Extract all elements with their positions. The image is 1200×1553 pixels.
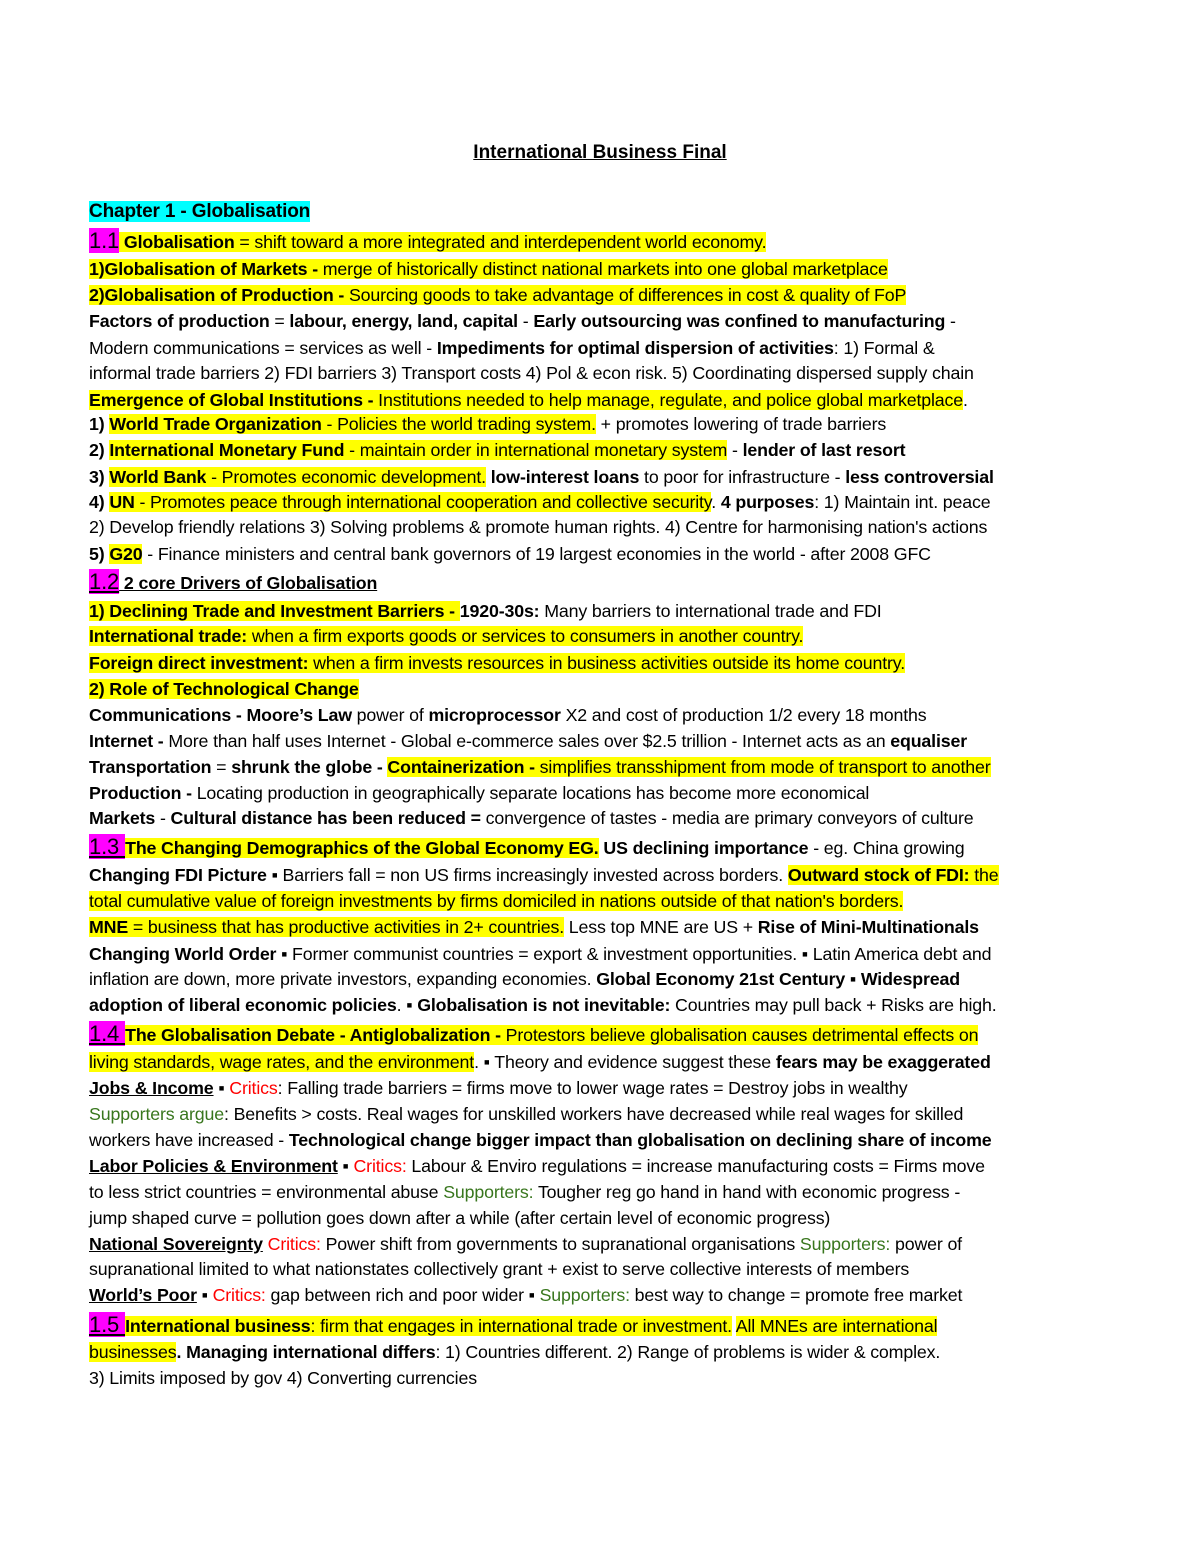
text-line [89, 968, 960, 990]
text-segment: Emergence of Global Institutions - [89, 390, 379, 410]
text-line [89, 571, 377, 594]
text-segment: MNE [89, 917, 129, 937]
text-segment: merge of historically distinct national markets into one global marketplace [322, 259, 888, 279]
text-line [89, 439, 905, 461]
text-segment: . [396, 995, 407, 1015]
text-segment: Locating production in geographically separate locations has become more economical [191, 783, 870, 803]
text-line [89, 1181, 960, 1203]
text-segment: X2 and cost of production 1/2 every 18 months [560, 705, 927, 725]
text-segment: microprocessor [428, 705, 561, 725]
text-segment: to poor for infrastructure - [639, 467, 846, 487]
text-line [89, 600, 882, 622]
text-segment: = shift toward a more integrated and interdependent world economy. [234, 232, 767, 252]
text-segment: Supporters: [443, 1182, 534, 1202]
text-segment: Critics: [267, 1234, 321, 1254]
text-line [89, 337, 935, 359]
text-segment: World Bank [109, 467, 207, 487]
text-segment: National Sovereignty [89, 1234, 263, 1254]
text-segment: Impediments for optimal dispersion of activities [436, 338, 834, 358]
text-segment: adoption of liberal economic policies [89, 995, 397, 1015]
text-segment: - [155, 808, 171, 828]
text-segment: 4) [89, 492, 110, 512]
text-segment: International business [125, 1316, 311, 1336]
text-segment: . [711, 492, 721, 512]
text-line [89, 652, 905, 674]
document-title: International Business Final [473, 142, 727, 163]
text-segment: 2) [89, 440, 110, 460]
text-segment: informal trade barriers 2) FDI barriers 3) Transport costs 4) Pol & econ risk. 5) Coordinating dispersed supply chain [89, 363, 974, 383]
text-segment: Supporters: [539, 1285, 630, 1305]
text-segment: less controversial [845, 467, 994, 487]
text-segment: International Monetary Fund [109, 440, 345, 460]
text-segment: 1.2 [89, 569, 120, 594]
text-segment: power of [351, 705, 429, 725]
text-segment: 2)Globalisation of Production - [89, 285, 349, 305]
text-segment: : 1) Countries different. 2) Range of problems is wider & complex. [435, 1342, 941, 1362]
text-segment: 3) [89, 467, 110, 487]
text-segment: fears may be exaggerated [775, 1052, 991, 1072]
text-segment: . [176, 1342, 187, 1362]
text-segment: - maintain order in international monetary system [344, 440, 728, 460]
text-segment: + promotes lowering of trade barriers [595, 414, 887, 434]
text-line [89, 730, 967, 752]
text-segment: when a firm invests resources in business activities outside its home country. [308, 653, 905, 673]
text-segment: - [945, 311, 956, 331]
text-segment: labour, energy, land, capital [289, 311, 518, 331]
text-segment: equaliser [890, 731, 967, 751]
text-segment: businesses [89, 1342, 177, 1362]
text-segment: workers have increased - [89, 1130, 289, 1150]
text-segment: : Benefits > costs. Real wages for unskilled workers have decreased while real wages for skilled [224, 1104, 964, 1124]
text-segment: 5) [89, 544, 110, 564]
text-line [89, 543, 931, 565]
text-line [89, 1233, 962, 1255]
text-segment: power of [890, 1234, 962, 1254]
text-segment: Labor Policies & Environment [89, 1156, 338, 1176]
text-segment: Many barriers to international trade and FDI [539, 601, 882, 621]
text-segment: Global Economy 21st Century ▪ Widespread [596, 969, 960, 989]
text-line [89, 1077, 908, 1099]
text-segment: More than half uses Internet - Global e-commerce sales over $2.5 trillion - Internet acts as an [163, 731, 891, 751]
text-segment: Institutions needed to help manage, regulate, and police global marketplace [378, 390, 963, 410]
text-segment: Changing World Order [89, 944, 277, 964]
text-line [89, 1051, 991, 1073]
text-segment: - Promotes peace through international cooperation and collective security [134, 492, 712, 512]
text-segment: total cumulative value of foreign investments by firms domiciled in nations outside of that nation's borders. [89, 891, 904, 911]
text-segment: : 1) Maintain int. peace [814, 492, 991, 512]
text-segment: Technological change bigger impact than globalisation on declining share of income [288, 1130, 992, 1150]
text-line [89, 836, 965, 859]
text-line [89, 258, 888, 280]
text-segment: Communications - Moore’s Law [89, 705, 352, 725]
text-segment: Critics [229, 1078, 278, 1098]
text-segment: gap between rich and poor wider ▪ [265, 1285, 540, 1305]
text-segment: US declining importance [598, 838, 809, 858]
text-segment: ▪ [337, 1156, 354, 1176]
text-segment: Factors of production [89, 311, 270, 331]
text-line [89, 1155, 985, 1177]
text-segment: the [969, 865, 999, 885]
text-segment: Chapter 1 - Globalisation [89, 201, 311, 222]
text-segment: - eg. China growing [808, 838, 965, 858]
text-segment: best way to change = promote free market [629, 1285, 963, 1305]
text-segment: supranational limited to what nationstates collectively grant + exist to serve collective interests of members [89, 1259, 910, 1279]
text-line [89, 625, 803, 647]
text-segment: 1.3 [89, 834, 126, 859]
text-segment: Less top MNE are US + [564, 917, 758, 937]
text-segment: Early outsourcing was confined to manufacturing [533, 311, 946, 331]
text-line [89, 943, 991, 965]
text-segment: World Trade Organization [109, 414, 322, 434]
text-segment: ▪ [196, 1285, 213, 1305]
text-line [89, 890, 903, 912]
text-segment: World’s Poor [89, 1285, 197, 1305]
text-segment: Containerization - [387, 757, 540, 777]
text-line [89, 362, 974, 384]
text-segment: - Finance ministers and central bank governors of 19 largest economies in the world - after 2008 GFC [142, 544, 931, 564]
text-line [89, 1023, 978, 1046]
text-segment: = business that has productive activities in 2+ countries. [128, 917, 565, 937]
text-segment: 1920-30s: [459, 601, 540, 621]
text-line [89, 466, 994, 488]
text-segment: Tougher reg go hand in hand with economic progress - [533, 1182, 961, 1202]
text-segment: Supporters: [799, 1234, 891, 1254]
text-segment: 1.1 [89, 228, 120, 253]
text-segment: Rise of Mini-Multinationals [757, 917, 979, 937]
text-segment: Production - [89, 783, 192, 803]
text-segment: Cultural distance has been reduced = [170, 808, 481, 828]
text-segment: Changing FDI Picture [89, 865, 267, 885]
text-segment: ▪ [213, 1078, 230, 1098]
text-segment: 2) Develop friendly relations 3) Solving problems & promote human rights. 4) Centre for harmonising nation's actions [89, 517, 988, 537]
text-line [89, 284, 906, 306]
text-line [89, 200, 310, 223]
text-segment: living standards, wage rates, and the environment [89, 1052, 475, 1072]
text-segment: Internet - [89, 731, 164, 751]
text-line [89, 864, 999, 886]
text-segment: Critics: [353, 1156, 407, 1176]
text-segment: . [963, 390, 968, 410]
text-segment: The Globalisation Debate - Antiglobalization - [125, 1025, 506, 1045]
text-segment: . ▪ Theory and evidence suggest these [474, 1052, 776, 1072]
text-segment: All MNEs are international [735, 1316, 938, 1336]
text-line [89, 310, 956, 332]
text-line [89, 230, 766, 253]
text-segment: Foreign direct investment: [89, 653, 309, 673]
text-line [89, 1367, 477, 1389]
text-segment: The Changing Demographics of the Global Economy EG. [125, 838, 599, 858]
text-line [89, 782, 869, 804]
text-line [89, 1129, 992, 1151]
text-segment: to less strict countries = environmental abuse [89, 1182, 444, 1202]
text-line [89, 1341, 940, 1363]
text-segment: Countries may pull back + Risks are high. [670, 995, 997, 1015]
text-segment: Protestors believe globalisation causes detrimental effects on [505, 1025, 979, 1045]
text-segment: ▪ Barriers fall = non US firms increasingly invested across borders. [266, 865, 788, 885]
text-segment: 1.4 [89, 1021, 126, 1046]
text-segment: Markets [89, 808, 156, 828]
text-line [89, 807, 973, 829]
text-segment: when a firm exports goods or services to consumers in another country. [247, 626, 804, 646]
text-segment: 1.5 [89, 1312, 126, 1337]
text-segment: 1) Declining Trade and Investment Barriers - [89, 601, 460, 621]
text-segment: simplifies transshipment from mode of transport to another [539, 757, 991, 777]
text-segment: - [727, 440, 743, 460]
text-line [89, 1258, 909, 1280]
text-line [89, 1314, 937, 1337]
text-line [89, 413, 886, 435]
text-line [89, 994, 997, 1016]
text-segment: inflation are down, more private investors, expanding economies. [89, 969, 597, 989]
text-segment: 2) Role of Technological Change [89, 679, 359, 699]
text-segment: Sourcing goods to take advantage of differences in cost & quality of FoP [348, 285, 907, 305]
text-segment: Managing international differs [186, 1342, 436, 1362]
text-segment: 4 purposes [720, 492, 815, 512]
text-segment: International trade: [89, 626, 248, 646]
text-segment: Critics: [212, 1285, 266, 1305]
text-line [89, 916, 979, 938]
text-segment: - Promotes economic development. [206, 467, 486, 487]
text-segment: UN [109, 492, 135, 512]
text-segment: : Falling trade barriers = firms move to lower wage rates = Destroy jobs in wealthy [277, 1078, 908, 1098]
text-line [89, 678, 359, 700]
text-segment: Jobs & Income [89, 1078, 214, 1098]
text-segment: - Policies the world trading system. [321, 414, 596, 434]
text-line [89, 389, 968, 411]
text-line [89, 704, 927, 726]
text-segment: Labour & Enviro regulations = increase manufacturing costs = Firms move [406, 1156, 985, 1176]
text-line [89, 1207, 830, 1229]
text-segment: lender of last resort [742, 440, 906, 460]
text-line [89, 1284, 962, 1306]
text-segment: = [211, 757, 232, 777]
text-line [89, 756, 991, 778]
text-segment: Supporters argue [89, 1104, 224, 1124]
text-segment: 1) [89, 414, 110, 434]
text-segment: Modern communications = services as well - [89, 338, 437, 358]
text-line [89, 516, 987, 538]
text-segment: Transportation [89, 757, 212, 777]
text-segment: low-interest loans [490, 467, 640, 487]
text-line [89, 1103, 963, 1125]
text-segment: Outward stock of FDI: [787, 865, 970, 885]
text-line [89, 491, 991, 513]
text-segment: = [269, 311, 290, 331]
text-segment: convergence of tastes - media are primary conveyors of culture [480, 808, 974, 828]
text-segment: shrunk the globe - [231, 757, 388, 777]
text-segment: 3) Limits imposed by gov 4) Converting currencies [89, 1368, 477, 1388]
text-segment: : 1) Formal & [833, 338, 935, 358]
text-segment: - [517, 311, 534, 331]
text-segment: ▪ Globalisation is not inevitable: [406, 995, 671, 1015]
text-segment: : firm that engages in international trade or investment. [310, 1316, 732, 1336]
text-segment: Globalisation [119, 232, 235, 252]
text-segment: ▪ Former communist countries = export & investment opportunities. ▪ Latin America debt and [276, 944, 992, 964]
text-segment: G20 [109, 544, 143, 564]
text-segment: 2 core Drivers of Globalisation [119, 573, 378, 593]
text-segment: Power shift from governments to supranational organisations [320, 1234, 800, 1254]
text-segment: jump shaped curve = pollution goes down after a while (after certain level of economic progress) [89, 1208, 831, 1228]
text-segment: 1)Globalisation of Markets - [89, 259, 323, 279]
